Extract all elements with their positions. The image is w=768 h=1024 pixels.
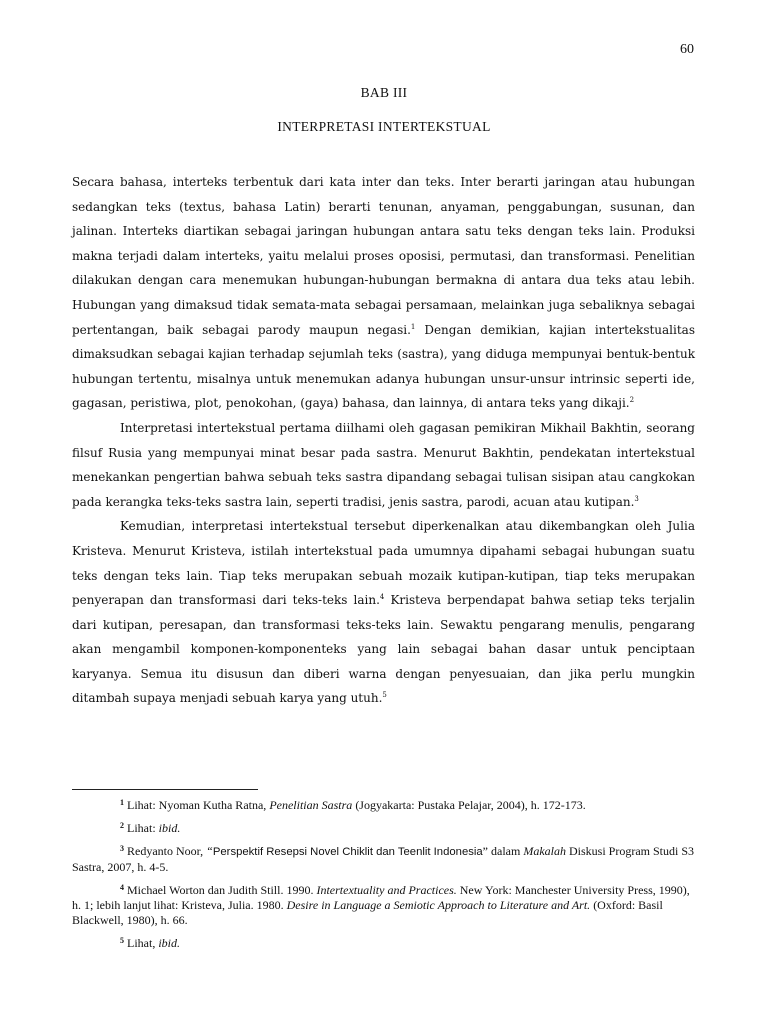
paragraph-2: Interpretasi intertekstual pertama diilhami oleh gagasan pemikiran Mikhail Bakhtin, seorang filsuf Rusia yang mempunyai minat besar pada sastra. Menurut Bakhtin, pendekatan intertekstual menekankan pengertian bahwa sebuah teks sastra dipandang sebagai tulisan sisipan atau cangkokan pada kerangka teks-teks sastra lain, seperti tradisi, jenis sastra, parodi, acuan atau kutipan.$^3$ <box>72 420 695 509</box>
footnote-5: $^5$ Lihat, ibid. <box>120 936 180 950</box>
paragraph-1: Secara bahasa, interteks terbentuk dari kata inter dan teks. Inter berarti jaringan atau hubungan sedangkan teks (textus, bahasa Latin) berarti tenunan, anyaman, penggabungan, susunan, dan jalinan. Interteks diartikan sebagai jaringan hubungan antara satu teks dengan teks lain. Produksi makna terjadi dalam interteks, yaitu melalui proses oposisi, permutasi, dan transformasi. Penelitian dilakukan dengan cara menemukan hubungan-hubungan bermakna di antara dua teks atau lebih. Hubungan yang dimaksud tidak semata-mata sebagai persamaan, melainkan juga sebaliknya sebagai pertentangan, baik sebagai parody maupun negasi.$^1$ Dengan demikian, kajian intertekstualitas dimaksudkan sebagai kajian terhadap sejumlah teks (sastra), yang diduga mempunyai bentuk-bentuk hubungan tertentu, misalnya untuk menemukan adanya hubungan unsur-unsur intrinsic seperti ide, gagasan, peristiwa, plot, penokohan, (gaya) bahasa, dan lainnya, di antara teks yang dikaji.$^2$ <box>72 175 695 411</box>
footnotes <box>72 798 695 959</box>
paragraph-3: Kemudian, interpretasi intertekstual tersebut diperkenalkan atau dikembangkan oleh Julia Kristeva. Menurut Kristeva, istilah intertekstual pada umumnya dipahami sebagai hubungan suatu teks dengan teks lain. Tiap teks merupakan sebuah mozaik kutipan-kutipan, tiap teks merupakan penyerapan dan transformasi dari teks-teks lain.$^4$ Kristeva berpendapat bahwa setiap teks terjalin dari kutipan, peresapan, dan transformasi teks-teks lain. Sewaktu pengarang menulis, pengarang akan mengambil komponen-komponenteks yang lain sebagai bahan dasar untuk penciptaan karyanya. Semua itu disusun dan diberi warna dengan penyesuaian, dan jika perlu mungkin ditambah supaya menjadi sebuah karya yang utuh.$^5$ <box>72 519 695 706</box>
footnote-4: $^4$ Michael Worton dan Judith Still. 1990. Intertextuality and Practices. New York: Manchester University Press, 1990), h. 1; lebih lanjut lihat: Kristeva, Julia. 1980. Desire in Language a Semiotic Approach to Literature and Art. (Oxford: Basil Blackwell, 1980), h. 66. <box>72 883 690 927</box>
footnote-2: $^2$ Lihat: ibid. <box>120 821 181 835</box>
footnote-ref-5: 5 <box>382 691 387 700</box>
footnote-ref-3: 3 <box>634 494 639 503</box>
footnote-3: $^3$ Redyanto Noor, “Perspektif Resepsi Novel Chiklit dan Teenlit Indonesia” dalam Makalah Diskusi Program Studi S3 Sastra, 2007, h. 4-5. <box>72 844 694 874</box>
chapter-label: BAB III <box>360 85 408 100</box>
footnote-ref-4: 4 <box>379 593 385 602</box>
footnote-divider <box>72 789 258 790</box>
page-number: 60 <box>680 42 694 57</box>
footnote-ref-1: 1 <box>410 322 416 331</box>
body-text <box>72 170 695 711</box>
chapter-title: INTERPRETASI INTERTEKSTUAL <box>277 119 491 134</box>
footnote-1: $^1$ Lihat: Nyoman Kutha Ratna, Penelitian Sastra (Jogyakarta: Pustaka Pelajar, 2004), h. 172-173. <box>120 798 586 812</box>
footnote-ref-2: 2 <box>629 396 635 405</box>
